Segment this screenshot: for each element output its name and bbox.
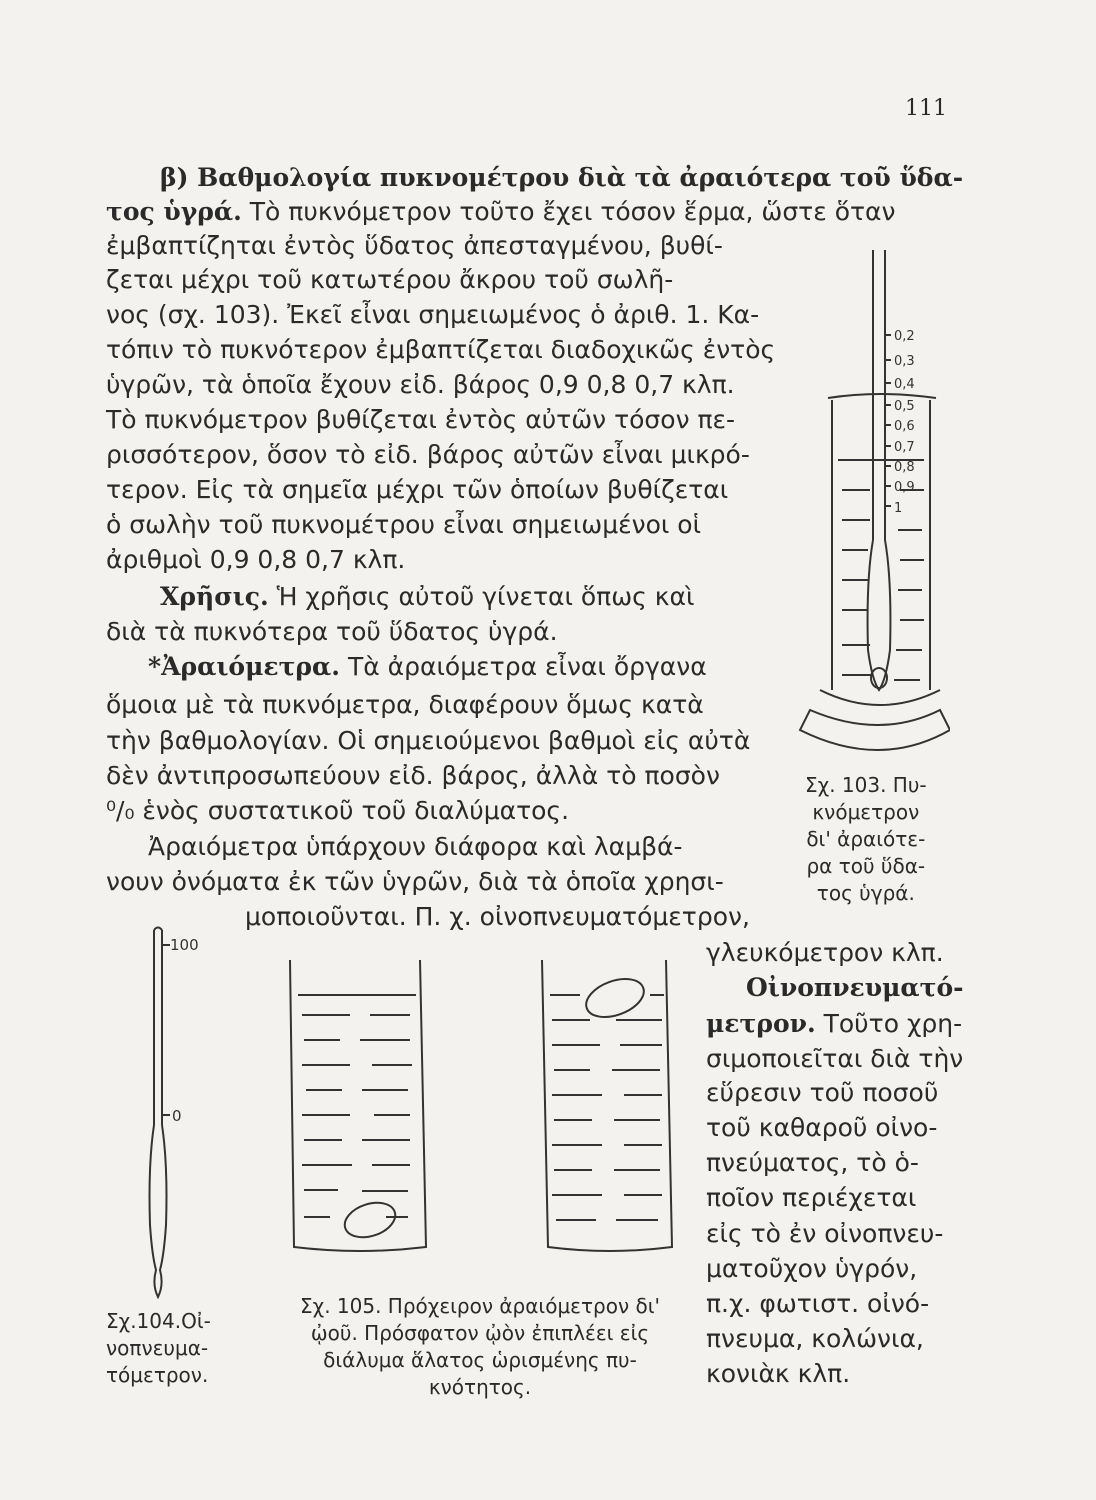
text-line — [106, 761, 720, 791]
scale-label: 100 — [170, 936, 199, 954]
text-line — [706, 1289, 929, 1319]
text-run: κονιὰκ κλπ. — [706, 1359, 851, 1388]
text-line — [106, 726, 750, 756]
figure-105-egg-hydrometer-illustration — [280, 955, 680, 1275]
caption-line: νοπνευμα- — [106, 1336, 209, 1360]
text-run: ἀριθμοὶ 0,9 0,8 0,7 κλπ. — [106, 545, 406, 574]
text-line — [706, 1009, 962, 1039]
text-run: δὲν ἀντιπροσωπεύουν εἰδ. βάρος, ἀλλὰ τὸ ποσὸν — [106, 761, 720, 790]
text-run: νουν ὀνόματα ἐκ τῶν ὑγρῶν, διὰ τὰ ὁποῖα χρησι- — [106, 867, 724, 896]
caption-line: Σχ. 103. Πυ- — [805, 773, 927, 797]
text-run: ποῖον περιέχεται — [706, 1183, 917, 1212]
text-line — [106, 475, 728, 505]
scale-label: 1 — [894, 501, 903, 516]
scale-label: 0,7 — [894, 440, 915, 455]
text-run: Τὰ ἀραιόμετρα εἶναι ὄργανα — [340, 652, 707, 681]
text-line — [706, 938, 944, 968]
text-line — [106, 231, 723, 261]
text-run: ζεται μέχρι τοῦ κατωτέρου ἄκρου τοῦ σωλῆ- — [106, 265, 674, 294]
text-line — [106, 335, 775, 365]
text-run: ὅμοια μὲ τὰ πυκνόμετρα, διαφέρουν ὅμως κατὰ — [106, 690, 704, 719]
text-line — [148, 832, 683, 862]
text-line — [106, 510, 701, 540]
text-line — [245, 902, 750, 932]
caption-line: Σχ.104.Οἰ- — [106, 1309, 211, 1333]
text-line — [706, 1078, 938, 1108]
caption-line: κνόμετρον — [812, 800, 920, 824]
text-run: διὰ τὰ πυκνότερα τοῦ ὕδατος ὑγρά. — [106, 617, 558, 646]
figure-104-caption — [106, 1308, 211, 1389]
text-line — [706, 1044, 963, 1074]
text-line — [106, 405, 735, 435]
text-line — [706, 1254, 917, 1284]
bold-run: Οἰνοπνευματό- — [746, 973, 964, 1002]
text-line — [706, 1113, 937, 1143]
text-line — [706, 1359, 850, 1389]
text-line — [706, 1183, 916, 1213]
text-run: νος (σχ. 103). Ἐκεῖ εἶναι σημειωμένος ὁ ἀριθ. 1. Κα- — [106, 300, 760, 329]
text-run: τοῦ καθαροῦ οἰνο- — [706, 1113, 938, 1142]
text-run: π.χ. φωτιστ. οἰνό- — [706, 1289, 930, 1318]
text-line — [706, 1219, 943, 1249]
text-line — [160, 582, 694, 612]
text-run: γλευκόμετρον κλπ. — [706, 938, 944, 967]
text-line — [746, 973, 964, 1003]
text-line — [106, 796, 569, 826]
scale-label: 0,6 — [894, 419, 915, 434]
text-run: ὁ σωλὴν τοῦ πυκνομέτρου εἶναι σημειωμένοι οἱ — [106, 510, 702, 539]
text-line — [106, 690, 704, 720]
bold-run: τος ὑγρά. — [106, 197, 242, 226]
text-run: σιμοποιεῖται διὰ τὴν — [706, 1044, 964, 1073]
scale-label: 0,9 — [894, 480, 915, 495]
text-run: ⁰/₀ ἑνὸς συστατικοῦ τοῦ διαλύματος. — [106, 796, 570, 825]
text-run: ρισσότερον, ὅσον τὸ εἰδ. βάρος αὐτῶν εἶναι μικρό- — [106, 440, 750, 469]
text-line — [706, 1324, 924, 1354]
scale-label: 0 — [172, 1107, 182, 1125]
scale-label: 0,5 — [894, 399, 915, 414]
bold-run: *Ἀραιόμετρα. — [148, 652, 340, 681]
text-line — [106, 617, 558, 647]
text-line — [106, 300, 759, 330]
text-run: Τοῦτο χρη- — [815, 1009, 963, 1038]
figure-105-caption — [270, 1293, 690, 1401]
text-run: εἰς τὸ ἐν οἰνοπνευ- — [706, 1219, 944, 1248]
text-line — [148, 652, 707, 682]
caption-line: τος ὑγρά. — [816, 881, 915, 905]
text-run: πνευμα, κολώνια, — [706, 1324, 924, 1353]
text-line — [106, 440, 750, 470]
caption-line: τόμετρον. — [106, 1363, 209, 1387]
bold-run: β) Βαθμολογία πυκνομέτρου διὰ τὰ ἀραιότερα τοῦ ὕδα- — [160, 163, 964, 192]
caption-line: δι' ἀραιότε- — [806, 827, 926, 851]
text-line — [706, 1148, 919, 1178]
caption-line: Σχ. 105. Πρόχειρον ἀραιόμετρον δι' — [300, 1294, 660, 1318]
text-run: πνεύματος, τὸ ὁ- — [706, 1148, 919, 1177]
text-run: Τὸ πυκνόμετρον τοῦτο ἔχει τόσον ἕρμα, ὥστε ὅταν — [241, 197, 896, 226]
figure-103-pycnometer-illustration — [790, 250, 950, 770]
text-run: ὑγρῶν, τὰ ὁποῖα ἔχουν εἰδ. βάρος 0,9 0,8 0,7 κλπ. — [106, 370, 735, 399]
page-number: 111 — [905, 96, 947, 121]
text-run: ἐμβαπτίζηται ἐντὸς ὕδατος ἀπεσταγμένου, βυθί- — [106, 231, 723, 260]
text-line — [106, 867, 724, 897]
text-line — [106, 545, 405, 575]
caption-line: ᾠοῦ. Πρόσφατον ᾠὸν ἐπιπλέει εἰς — [310, 1321, 650, 1345]
scale-label: 0,2 — [894, 329, 915, 344]
caption-line: διάλυμα ἅλατος ὡρισμένης πυ- — [323, 1348, 637, 1372]
caption-line: κνότητος. — [428, 1375, 532, 1399]
text-run: τὴν βαθμολογίαν. Οἱ σημειούμενοι βαθμοὶ εἰς αὐτὰ — [106, 726, 751, 755]
text-line — [106, 265, 673, 295]
scale-label: 0,3 — [894, 354, 915, 369]
caption-line: ρα τοῦ ὕδα- — [806, 854, 926, 878]
text-line — [106, 197, 895, 227]
text-run: εὕρεσιν τοῦ ποσοῦ — [706, 1078, 939, 1107]
text-run: Ἀραιόμετρα ὑπάρχουν διάφορα καὶ λαμβά- — [148, 832, 683, 861]
bold-run: μετρον. — [706, 1009, 816, 1038]
text-line — [160, 163, 963, 193]
text-run: ματοῦχον ὑγρόν, — [706, 1254, 918, 1283]
text-run: τόπιν τὸ πυκνότερον ἐμβαπτίζεται διαδοχικῶς ἐντὸς — [106, 335, 776, 364]
bold-run: Χρῆσις. — [160, 582, 269, 611]
scale-label: 0,4 — [894, 377, 915, 392]
text-run: μοποιοῦνται. Π. χ. οἰνοπνευματόμετρον, — [245, 902, 750, 931]
text-run: Ἡ χρῆσις αὐτοῦ γίνεται ὅπως καὶ — [268, 582, 695, 611]
scale-label: 0,8 — [894, 460, 915, 475]
figure-103-caption — [805, 772, 927, 907]
figure-104-alcoholometer-illustration — [140, 925, 220, 1305]
text-run: Τὸ πυκνόμετρον βυθίζεται ἐντὸς αὐτῶν τόσον πε- — [106, 405, 736, 434]
text-run: τερον. Εἰς τὰ σημεῖα μέχρι τῶν ὁποίων βυθίζεται — [106, 475, 729, 504]
text-line — [106, 370, 735, 400]
